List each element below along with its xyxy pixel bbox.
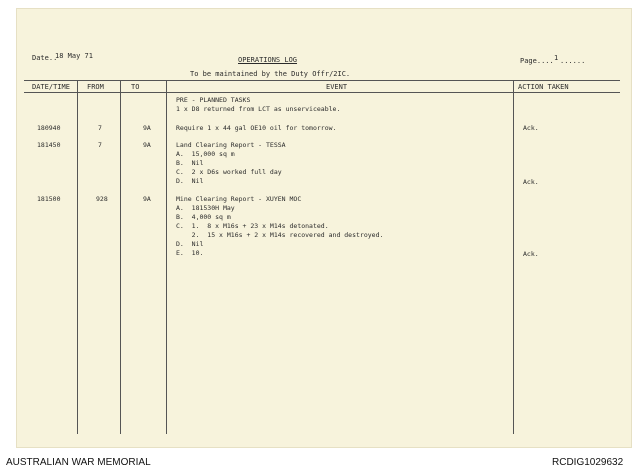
entry-action: Ack. [523,124,539,132]
event-line: 1 x D8 returned from LCT as unserviceable. [176,105,341,113]
event-line: 2. 15 x M16s + 2 x M14s recovered and destroyed. [176,231,384,239]
event-line: B. Nil [176,159,204,167]
date-value: 18 May 71 [55,52,93,60]
event-line: D. Nil [176,177,204,185]
column-divider [166,80,167,434]
entry-action: Ack. [523,178,539,186]
entry-action: Ack. [523,250,539,258]
event-line: C. 2 x D6s worked full day [176,168,282,176]
entry-from: 7 [98,141,102,149]
page-title: OPERATIONS LOG [238,56,298,64]
event-line: B. 4,000 sq m [176,213,231,221]
entry-datetime: 180940 [37,124,61,132]
column-divider [120,80,121,434]
column-divider [513,80,514,434]
column-header-from: FROM [87,83,104,91]
footer-id: RCDIG1029632 [552,457,624,468]
page-number: 1 [554,54,559,62]
date-label: Date.. [32,54,58,62]
footer-source: AUSTRALIAN WAR MEMORIAL [6,457,151,468]
entry-datetime: 181500 [37,195,61,203]
event-line: A. 15,000 sq m [176,150,235,158]
event-line: D. Nil [176,240,204,248]
entry-from: 7 [98,124,102,132]
table-top-rule [24,80,620,81]
event-line: C. 1. 8 x M16s + 23 x M14s detonated. [176,222,329,230]
event-line: A. 181530H May [176,204,235,212]
entry-datetime: 181450 [37,141,61,149]
entry-to: 9A [143,141,151,149]
event-line: Require 1 x 44 gal OE10 oil for tomorrow. [176,124,337,132]
entry-from: 928 [96,195,108,203]
column-divider [77,80,78,434]
column-header-date: DATE/TIME [32,83,70,91]
page-dots: ...... [560,57,586,65]
event-line: Land Clearing Report - TESSA [176,141,286,149]
entry-to: 9A [143,124,151,132]
event-line: PRE - PLANNED TASKS [176,96,251,104]
entry-to: 9A [143,195,151,203]
page-label: Page.... [520,57,554,65]
event-line: E. 10. [176,249,204,257]
column-header-event: EVENT [326,83,348,91]
event-line: Mine Clearing Report - XUYEN MOC [176,195,302,203]
header-bottom-rule [24,92,620,93]
page-subtitle: To be maintained by the Duty Offr/2IC. [190,70,351,78]
column-header-action: ACTION TAKEN [518,83,569,91]
column-header-to: TO [131,83,140,91]
